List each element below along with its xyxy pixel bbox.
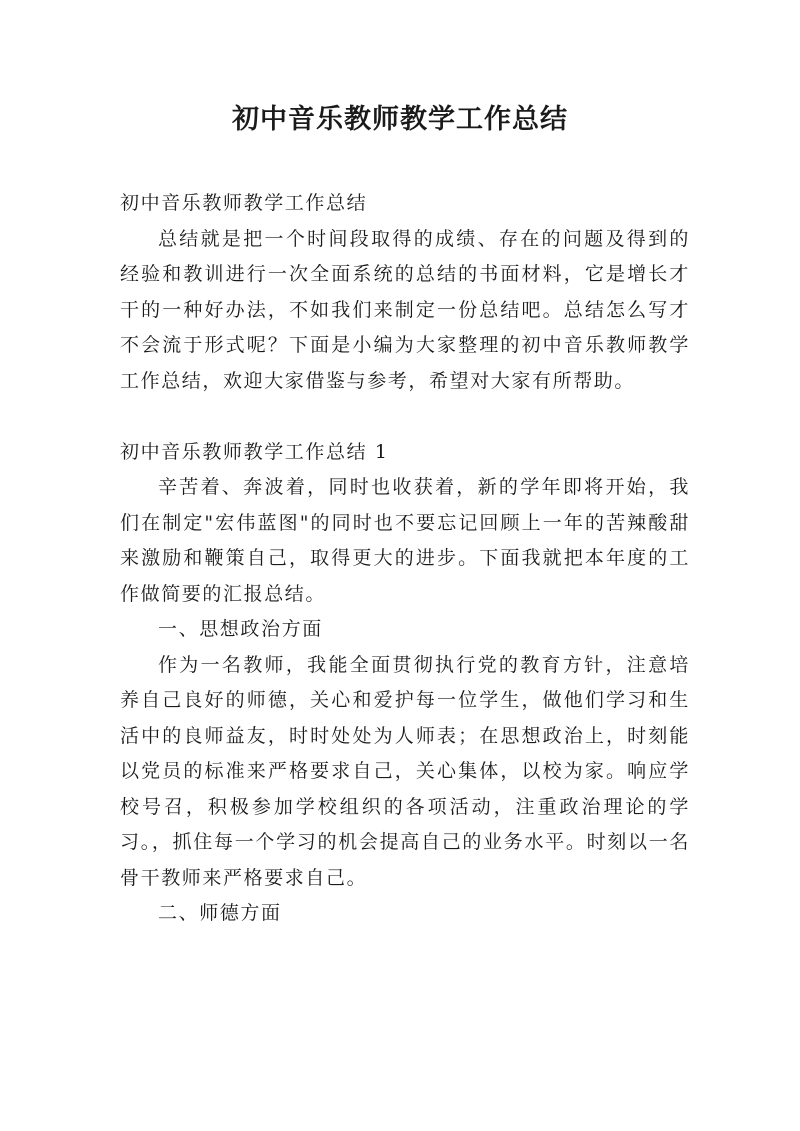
section-heading: 初中音乐教师教学工作总结 1 xyxy=(120,440,389,463)
intro-heading: 初中音乐教师教学工作总结 xyxy=(120,192,368,214)
subsection-heading-politics: 一、思想政治方面 xyxy=(158,618,323,640)
paragraph-spacer xyxy=(120,399,690,435)
politics-paragraph: 作为一名教师，我能全面贯彻执行党的教育方针，注意培养自己良好的师德，关心和爱护每一位学生，做他们学习和生活中的良师益友，时时处处为人师表；在思想政治上，时刻能以党员的标准来严格要求自己，关心集体，以校为家。响应学校号召，积极参加学校组织的各项活动，注重政治理论的学习。，抓住每一个学习的机会提高自己的业务水平。时刻以一名骨干教师来严格要求自己。 xyxy=(120,653,690,889)
opening-paragraph: 辛苦着、奔波着，同时也收获着，新的学年即将开始，我们在制定"宏伟蓝图"的同时也不要忘记回顾上一年的苦辣酸甜来激励和鞭策自己，取得更大的进步。下面我就把本年度的工作做简要的汇报总结。 xyxy=(120,476,690,605)
subsection-heading-ethics: 二、师德方面 xyxy=(158,902,282,924)
intro-paragraph: 总结就是把一个时间段取得的成绩、存在的问题及得到的经验和教训进行一次全面系统的总结的书面材料，它是增长才干的一种好办法，不如我们来制定一份总结吧。总结怎么写才不会流于形式呢？下面是小编为大家整理的初中音乐教师教学工作总结，欢迎大家借鉴与参考，希望对大家有所帮助。 xyxy=(120,227,690,392)
document-body xyxy=(120,186,690,932)
document-title: 初中音乐教师教学工作总结 xyxy=(232,104,568,135)
